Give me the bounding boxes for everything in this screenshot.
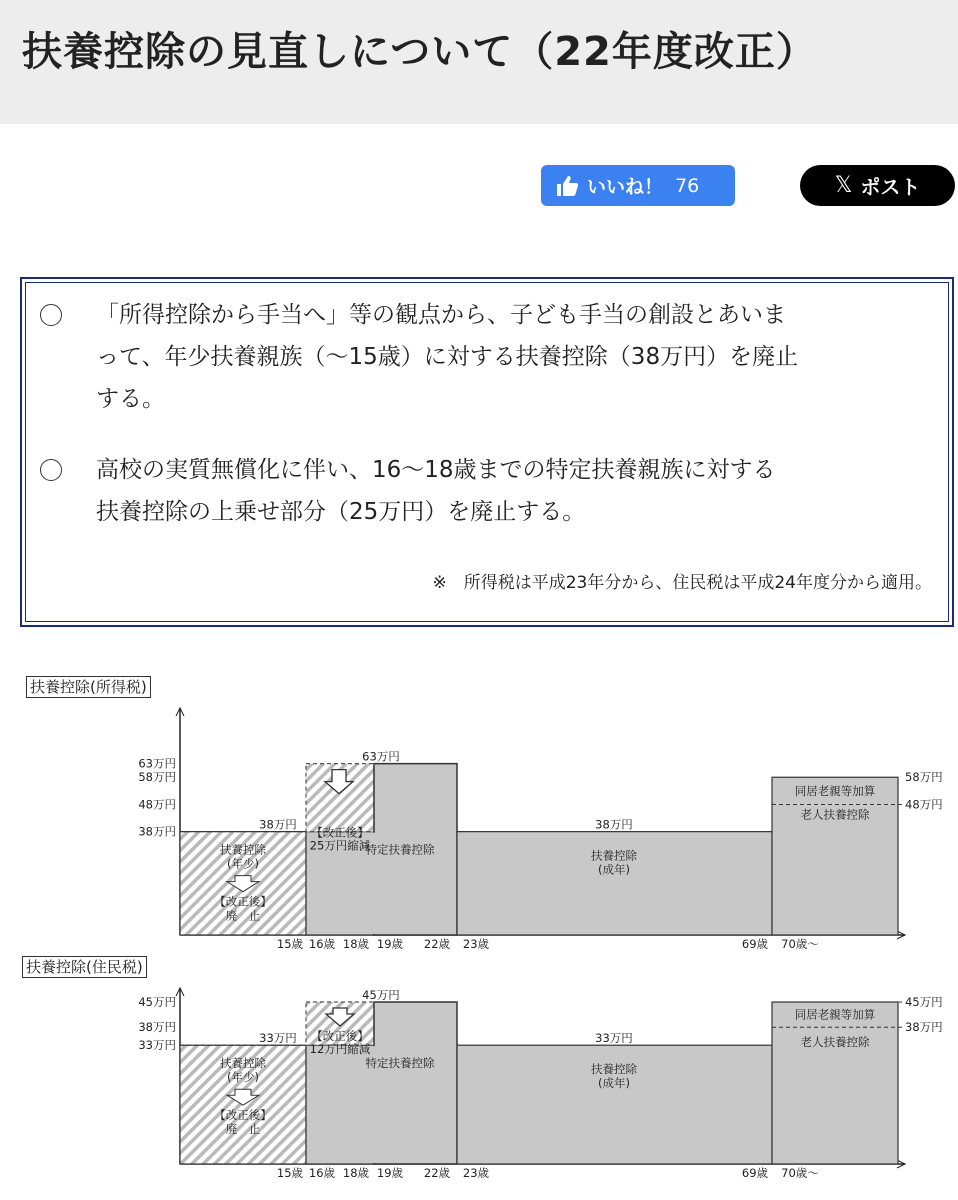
- value-label: 45万円: [362, 988, 400, 1002]
- revision-label: 廃 止: [225, 908, 261, 923]
- notice-line: 高校の実質無償化に伴い、16～18歳までの特定扶養親族に対する: [96, 457, 776, 483]
- segment-label: (成年): [598, 862, 630, 877]
- x-tick-label: 69歳: [741, 937, 769, 951]
- value-label: 33万円: [259, 1031, 297, 1046]
- segment-label: 特定扶養控除: [365, 1056, 435, 1071]
- x-tick-label: 18歳: [342, 937, 370, 951]
- notice-line: って、年少扶養親族（～15歳）に対する扶養控除（38万円）を廃止: [96, 344, 799, 370]
- circle-bullet-icon: [40, 459, 62, 481]
- notice-item: [40, 449, 938, 533]
- y-tick-label: 63万円: [138, 756, 176, 771]
- x-tick-label: 16歳: [308, 1166, 336, 1180]
- segment-label: (成年): [598, 1076, 630, 1091]
- revision-label: 【改正後】: [214, 894, 272, 909]
- segment-label: 老人扶養控除: [800, 1035, 870, 1050]
- notice-line: 「所得控除から手当へ」等の観点から、子ども手当の創設とあいま: [96, 302, 786, 328]
- y-tick-label: 48万円: [138, 797, 176, 812]
- x-tick-label: 18歳: [342, 1166, 370, 1180]
- revision-label: 【改正後】: [311, 825, 369, 840]
- revision-label: 12万円縮減: [309, 1042, 371, 1056]
- segment-label: 同居老親等加算: [794, 1007, 876, 1022]
- bar-elderly: [772, 777, 898, 935]
- like-count: 76: [675, 174, 700, 197]
- value-label: 63万円: [362, 749, 400, 764]
- segment-label: 扶養控除: [591, 848, 637, 863]
- x-tick-label: 15歳: [276, 1166, 304, 1180]
- x-tick-label: 23歳: [462, 1166, 490, 1180]
- y-tick-label: 38万円: [138, 1020, 176, 1035]
- x-tick-label: 19歳: [376, 1166, 404, 1180]
- page-title: 扶養控除の見直しについて（22年度改正）: [22, 29, 817, 75]
- x-tick-label: 22歳: [423, 937, 451, 951]
- value-label: 38万円: [595, 817, 633, 832]
- y-tick-label: 38万円: [138, 824, 176, 839]
- segment-label: 扶養控除: [220, 842, 266, 857]
- chart-title-income-tax: 扶養控除(所得税): [26, 676, 151, 698]
- like-label: いいね！: [587, 176, 664, 198]
- x-logo-icon: 𝕏: [834, 173, 853, 198]
- segment-label: (年少): [227, 1070, 259, 1085]
- revision-label: 【改正後】: [311, 1029, 369, 1043]
- revision-label: 廃 止: [225, 1122, 261, 1137]
- right-tick-label: 38万円: [905, 1020, 943, 1035]
- bar-specific-19-22: [374, 1002, 457, 1164]
- right-tick-label: 45万円: [905, 995, 943, 1009]
- thumbs-up-icon: [555, 175, 579, 197]
- notice-item: [40, 294, 938, 420]
- x-tick-label: 15歳: [276, 937, 304, 951]
- right-tick-label: 58万円: [905, 770, 943, 785]
- y-tick-label: 45万円: [138, 995, 176, 1009]
- income-tax-deduction-chart: [0, 700, 958, 955]
- x-tick-label: 70歳〜: [781, 1166, 819, 1180]
- right-tick-label: 48万円: [905, 797, 943, 812]
- like-button[interactable]: [541, 165, 735, 206]
- notice-line: 扶養控除の上乗せ部分（25万円）を廃止する。: [96, 499, 586, 525]
- x-tick-label: 23歳: [462, 937, 490, 951]
- revision-label: 【改正後】: [214, 1108, 272, 1123]
- bar-elderly: [772, 1002, 898, 1164]
- circle-bullet-icon: [40, 304, 62, 326]
- y-tick-label: 58万円: [138, 770, 176, 785]
- value-label: 38万円: [259, 817, 297, 832]
- segment-label: 扶養控除: [591, 1062, 637, 1077]
- notice-line: する。: [96, 386, 165, 412]
- bar-specific-16-18: [306, 1045, 374, 1164]
- post-label: ポスト: [860, 175, 921, 199]
- resident-tax-deduction-chart: [0, 980, 958, 1190]
- segment-label: 老人扶養控除: [800, 807, 870, 822]
- y-tick-label: 33万円: [138, 1038, 176, 1053]
- revision-notice-box: [20, 277, 954, 627]
- chart-title-resident-tax: 扶養控除(住民税): [22, 956, 147, 978]
- x-tick-label: 69歳: [741, 1166, 769, 1180]
- x-tick-label: 22歳: [423, 1166, 451, 1180]
- segment-label: 扶養控除: [220, 1056, 266, 1071]
- value-label: 33万円: [595, 1031, 633, 1046]
- x-tick-label: 16歳: [308, 937, 336, 951]
- page-header: [0, 0, 958, 124]
- segment-label: 特定扶養控除: [365, 842, 435, 857]
- x-tick-label: 70歳〜: [781, 937, 819, 951]
- revision-label: 25万円縮減: [309, 838, 371, 853]
- bar-adult: [457, 832, 772, 935]
- segment-label: (年少): [227, 856, 259, 871]
- application-note: ※ 所得税は平成23年分から、住民税は平成24年度分から適用。: [432, 573, 932, 593]
- x-tick-label: 19歳: [376, 937, 404, 951]
- segment-label: 同居老親等加算: [794, 783, 876, 798]
- post-button[interactable]: [800, 165, 955, 206]
